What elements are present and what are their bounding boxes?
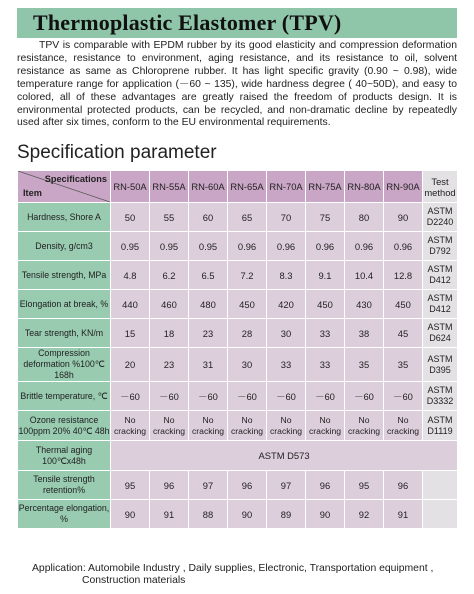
table-cell: 35 — [384, 348, 423, 382]
test-method-header: Test method — [423, 171, 458, 203]
row-label: Tensile strength, MPa — [18, 261, 111, 290]
column-header: RN-70A — [267, 171, 306, 203]
table-cell: 96 — [384, 471, 423, 500]
table-cell: －60 — [267, 382, 306, 411]
table-cell: 30 — [228, 348, 267, 382]
table-cell: 20 — [111, 348, 150, 382]
row-label: Ozone resistance 100ppm 20% 40℃ 48h — [18, 411, 111, 441]
row-label: Density, g/cm3 — [18, 232, 111, 261]
table-row — [18, 232, 458, 261]
table-cell: 28 — [228, 319, 267, 348]
table-cell: －60 — [150, 382, 189, 411]
table-cell: 90 — [111, 500, 150, 529]
row-label: Brittle temperature, ℃ — [18, 382, 111, 411]
table-cell: 95 — [345, 471, 384, 500]
table-row — [18, 471, 458, 500]
table-cell: No cracking — [111, 411, 150, 441]
column-header: RN-90A — [384, 171, 423, 203]
table-cell: 80 — [345, 203, 384, 232]
table-row — [18, 348, 458, 382]
test-method-cell: ASTM D1119 — [423, 411, 458, 441]
row-label: Hardness, Shore A — [18, 203, 111, 232]
table-cell: 0.96 — [345, 232, 384, 261]
table-row — [18, 441, 458, 471]
header-row — [18, 171, 458, 203]
table-cell: 440 — [111, 290, 150, 319]
table-cell: 7.2 — [228, 261, 267, 290]
table-cell: 97 — [189, 471, 228, 500]
table-cell: 450 — [306, 290, 345, 319]
test-method-cell — [423, 471, 458, 500]
row-label: Thermal aging 100℃x48h — [18, 441, 111, 471]
table-cell: 97 — [267, 471, 306, 500]
table-cell: 6.2 — [150, 261, 189, 290]
table-cell: 95 — [111, 471, 150, 500]
table-cell: 450 — [228, 290, 267, 319]
test-method-cell: ASTM D792 — [423, 232, 458, 261]
table-cell: －60 — [111, 382, 150, 411]
table-cell: 0.96 — [306, 232, 345, 261]
table-cell: 45 — [384, 319, 423, 348]
row-label: Compression deformation %100℃ 168h — [18, 348, 111, 382]
header-specifications: Specifications — [44, 174, 107, 184]
table-cell: 91 — [150, 500, 189, 529]
test-method-cell: ASTM D3332 — [423, 382, 458, 411]
table-cell: 6.5 — [189, 261, 228, 290]
table-cell: 480 — [189, 290, 228, 319]
test-method-cell: ASTM D412 — [423, 261, 458, 290]
page-title: Thermoplastic Elastomer (TPV) — [33, 10, 342, 35]
header-corner-cell — [18, 171, 111, 203]
table-cell: －60 — [384, 382, 423, 411]
table-cell: 15 — [111, 319, 150, 348]
table-row — [18, 261, 458, 290]
table-cell: No cracking — [345, 411, 384, 441]
test-method-cell: ASTM D412 — [423, 290, 458, 319]
table-cell: 75 — [306, 203, 345, 232]
column-header: RN-75A — [306, 171, 345, 203]
table-row — [18, 411, 458, 441]
table-cell: －60 — [228, 382, 267, 411]
table-cell: 55 — [150, 203, 189, 232]
table-cell: 31 — [189, 348, 228, 382]
table-cell: 0.96 — [384, 232, 423, 261]
table-cell: 23 — [189, 319, 228, 348]
table-cell: 96 — [150, 471, 189, 500]
table-cell: 460 — [150, 290, 189, 319]
application-note — [32, 563, 452, 587]
table-cell: 35 — [345, 348, 384, 382]
spanned-test-cell: ASTM D573 — [111, 441, 458, 471]
column-header: RN-65A — [228, 171, 267, 203]
table-cell: 50 — [111, 203, 150, 232]
test-method-cell — [423, 500, 458, 529]
table-cell: 89 — [267, 500, 306, 529]
table-cell: 430 — [345, 290, 384, 319]
table-cell: 38 — [345, 319, 384, 348]
table-cell: 12.8 — [384, 261, 423, 290]
table-row — [18, 500, 458, 529]
table-cell: 88 — [189, 500, 228, 529]
table-cell: 92 — [345, 500, 384, 529]
table-row — [18, 290, 458, 319]
test-method-cell: ASTM D395 — [423, 348, 458, 382]
table-cell: －60 — [345, 382, 384, 411]
table-cell: 9.1 — [306, 261, 345, 290]
table-cell: No cracking — [306, 411, 345, 441]
table-cell: 96 — [228, 471, 267, 500]
column-header: RN-60A — [189, 171, 228, 203]
table-row — [18, 319, 458, 348]
table-cell: 33 — [306, 319, 345, 348]
test-method-cell: ASTM D624 — [423, 319, 458, 348]
table-cell: －60 — [189, 382, 228, 411]
table-row — [18, 382, 458, 411]
table-cell: 0.96 — [228, 232, 267, 261]
application-line-1: Application: Automobile Industry , Daily supplies, Electronic, Transportation equipment , — [32, 563, 434, 574]
table-cell: 96 — [306, 471, 345, 500]
table-cell: 8.3 — [267, 261, 306, 290]
table-cell: 420 — [267, 290, 306, 319]
table-cell: 60 — [189, 203, 228, 232]
spec-heading: Specification parameter — [17, 142, 217, 163]
column-header: RN-50A — [111, 171, 150, 203]
table-cell: －60 — [306, 382, 345, 411]
spec-table — [17, 170, 458, 529]
table-cell: 33 — [267, 348, 306, 382]
row-label: Elongation at break, % — [18, 290, 111, 319]
table-cell: No cracking — [189, 411, 228, 441]
table-cell: No cracking — [150, 411, 189, 441]
table-cell: 450 — [384, 290, 423, 319]
table-cell: No cracking — [384, 411, 423, 441]
row-label: Tensile strength retention% — [18, 471, 111, 500]
table-cell: 30 — [267, 319, 306, 348]
table-cell: No cracking — [228, 411, 267, 441]
table-cell: 0.95 — [150, 232, 189, 261]
table-cell: No cracking — [267, 411, 306, 441]
table-cell: 0.95 — [111, 232, 150, 261]
table-cell: 0.96 — [267, 232, 306, 261]
table-row — [18, 203, 458, 232]
table-cell: 23 — [150, 348, 189, 382]
table-cell: 90 — [228, 500, 267, 529]
table-cell: 10.4 — [345, 261, 384, 290]
table-cell: 4.8 — [111, 261, 150, 290]
table-cell: 91 — [384, 500, 423, 529]
table-cell: 18 — [150, 319, 189, 348]
row-label: Percentage elongation, % — [18, 500, 111, 529]
test-method-cell: ASTM D2240 — [423, 203, 458, 232]
row-label: Tear strength, KN/m — [18, 319, 111, 348]
table-cell: 90 — [306, 500, 345, 529]
table-cell: 65 — [228, 203, 267, 232]
intro-paragraph: TPV is comparable with EPDM rubber by its good elasticity and compression deformation resistance, resistance to environment, aging resistance, and its resistance to oil, solvent resistance as same as Chloroprene rubber. It has light specific gravity (0.90 ~ 0.98), wide temperature range for application (－60 ~ 135), wide hardness degree ( 40~50D), and easy to colored, all of these advantages are greatly raised the freedom of products design. It is environmental protected products, can be recycled, and non-dramatic decline by repeatedly used after six times, conform to the EU environmental requirements. — [17, 40, 457, 129]
table-cell: 90 — [384, 203, 423, 232]
table-cell: 33 — [306, 348, 345, 382]
table-cell: 0.95 — [189, 232, 228, 261]
column-header: RN-55A — [150, 171, 189, 203]
title-bar — [17, 8, 457, 38]
table-cell: 70 — [267, 203, 306, 232]
header-item: Item — [23, 188, 42, 198]
application-line-2: Construction materials — [82, 575, 186, 586]
column-header: RN-80A — [345, 171, 384, 203]
